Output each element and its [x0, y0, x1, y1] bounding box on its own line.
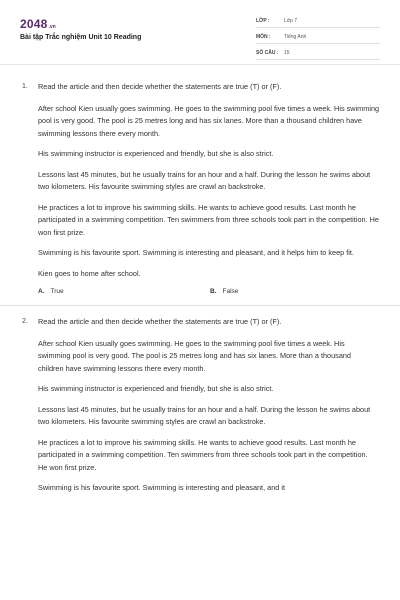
meta-label: LỚP : — [256, 17, 270, 24]
question-divider — [0, 305, 400, 306]
question-body — [38, 316, 376, 503]
site-logo[interactable] — [20, 15, 56, 33]
meta-value: Tiếng Anh — [284, 33, 307, 40]
question-instruction: Read the article and then decide whether the statements are true (T) or (F). — [38, 317, 282, 326]
option-letter: B. — [210, 288, 217, 295]
passage-paragraph: His swimming instructor is experienced and friendly, but she is also strict. — [38, 149, 274, 158]
page-header — [0, 0, 400, 65]
option-a[interactable] — [38, 288, 210, 295]
question-number: 1. — [22, 83, 28, 90]
meta-label: MÔN : — [256, 33, 271, 40]
meta-value: Lớp 7 — [284, 17, 298, 24]
passage-paragraph: Lessons last 45 minutes, but he usually trains for an hour and a half. During the lesson he swims about two kilometers. His favourite swimming styles are crawl an backstroke. — [38, 169, 371, 191]
meta-value: 15 — [284, 49, 290, 56]
passage-paragraph: After school Kien usually goes swimming. He goes to the swimming pool five times a week. His swimming pool is very good. The pool is 25 metres long and has six lanes. More than a thousand children have swimming lessons there every month. — [38, 338, 351, 373]
meta-row-question-count — [256, 46, 380, 60]
logo-suffix: .vn — [48, 24, 56, 30]
question-body — [38, 81, 382, 295]
passage-paragraph: Lessons last 45 minutes, but he usually trains for an hour and a half. During the lesson he swims about two kilometers. His favourite swimming styles are crawl an backstroke. — [38, 404, 371, 426]
document-title: Bài tập Trắc nghiệm Unit 10 Reading — [20, 34, 142, 41]
option-text: False — [222, 288, 239, 295]
passage-paragraph: Swimming is his favourite sport. Swimming is interesting and pleasant, and it helps him to keep fit. — [38, 248, 354, 257]
answer-options — [38, 288, 382, 295]
document-meta — [256, 14, 380, 62]
option-text: True — [50, 288, 64, 295]
meta-row-subject — [256, 30, 380, 44]
question-instruction: Read the article and then decide whether the statements are true (T) or (F). — [38, 82, 282, 91]
passage-paragraph: He practices a lot to improve his swimming skills. He wants to achieve good results. Last month he participated in a swimming competition. Ten swimmers from three schools took part in the competition. He won first prize. — [38, 437, 368, 472]
question-list — [0, 65, 400, 503]
passage-paragraph: After school Kien usually goes swimming. He goes to the swimming pool five times a week. His swimming pool is very good. The pool is 25 metres long and has six lanes. More than a thousand children have swimming lessons there every month. — [38, 103, 380, 138]
passage-paragraph: His swimming instructor is experienced and friendly, but she is also strict. — [38, 384, 274, 393]
passage-paragraph: Swimming is his favourite sport. Swimming is interesting and pleasant, and it — [38, 483, 285, 492]
meta-label: SỐ CÂU : — [256, 49, 279, 56]
logo-number: 2048 — [20, 17, 48, 31]
meta-row-class — [256, 14, 380, 28]
question-item — [22, 316, 376, 503]
question-number: 2. — [22, 318, 28, 325]
option-letter: A. — [38, 288, 45, 295]
option-b[interactable] — [210, 288, 382, 295]
question-statement: Kien goes to home after school. — [38, 268, 141, 278]
passage-paragraph: He practices a lot to improve his swimming skills. He wants to achieve good results. Last month he participated in a swimming competition. Ten swimmers from three schools took part in the competition. He won first prize. — [38, 202, 379, 237]
question-item — [22, 81, 380, 295]
